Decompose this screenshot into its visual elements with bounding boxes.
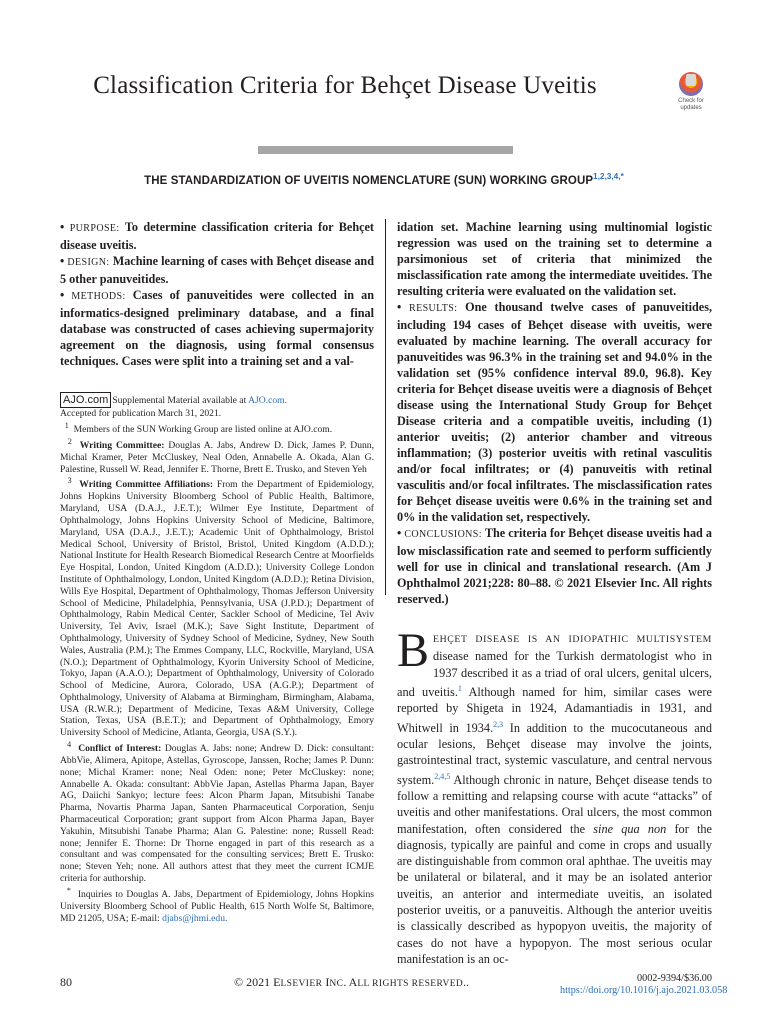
body-text-run-1: disease named for the Turkish dermatologist who in 1937 described it as a triad of oral ulcers, genital ulcers, and uveitis. [397, 649, 712, 699]
purpose-label: PURPOSE: [69, 223, 120, 234]
results-label: RESULTS: [409, 303, 458, 314]
footnote-2-mark: 2 [67, 436, 72, 446]
footnote-4-text: Douglas A. Jabs: none; Andrew D. Dick: consultant: AbbVie, Alimera, Apitope, Astellas, Gyroscope, Janssen, Roche; James P. Dunn: none; Michal Kramer: none; Neal Oden: none; Peter McCluskey: none; Annabelle A. Okada: consultant: AbbVie Japan, Astellas Pharma Japan, Bayer AG, Daiichi Sankyo; lecture fees: Alcon Pharm Japan, Mitsubishi Tanabe Pharma, Novartis Pharma Japan, Santen Pharmaceutical Corporation, Senju Pharmaceutical Corporation; grant support from Alcon Pharma Japan, Bayer Yakuhin, Mitsubishi Tanabe Pharma; Alan G. Palestine: none; Russell Read: none; Jennifer E. Thorne: Dr Thorne engaged in part of this research as a consultant and was compensated for the consulting services; Brett E. Trusko: none; Steven Yeh; none. All authors attest that they meet the current ICMJE criteria for authorship. [60, 743, 375, 885]
supplemental-text: Supplemental Material available at [112, 395, 247, 406]
footnote-1-text: Members of the SUN Working Group are listed online at AJO.com. [73, 423, 333, 435]
abstract-methods: • METHODS: Cases of panuveitides were collected in an informatics-designed preliminary database, and a final database was constructed of cases achieving supermajority agreement on the diagnosis, using formal consensus techniques. Cases were split into a training set and a val- [60, 288, 374, 368]
abstract-right-column [397, 219, 712, 607]
copyright-part-1: © 2021 E [234, 975, 281, 989]
footnotes [60, 392, 374, 924]
body-text-run-5: for the diagnosis, typically are painful and come in crops and usually are distinguishable from common oral aphthae. The uveitis may be unilateral or bilateral, and it may be an isolated anterior uveitis, an anterior and intermediate uveitis, an isolated posterior uveitis, or a panuveitis. Although the anterior uveitis is classically described as hypopyon uveitis, the majority of cases do not have a hypopyon. The most serious ocular manifestation is an oc- [397, 821, 712, 966]
body-text-run-4: Although chronic in nature, Behçet disease tends to follow a remitting and relapsing course with acute “attacks” of uveitis and other manifestations. Oral ulcers, the most common manifestation, often considered the [397, 772, 712, 836]
design-text: Machine learning of cases with Behçet disease and 5 other panuveitides. [60, 254, 374, 286]
methods-label: METHODS: [71, 291, 126, 302]
body-italic-phrase: sine qua non [593, 821, 667, 836]
footnote-4-label: Conflict of Interest: [78, 743, 162, 755]
author-group-name: THE STANDARDIZATION OF UVEITIS NOMENCLATURE (SUN) WORKING GROUP [144, 174, 594, 187]
body-text-run-2: Although named for him, similar cases were reported by Shigeta in 1924, Adamantiadis in 1931, and Whitwell in 1934. [397, 684, 712, 735]
conclusions-text: The criteria for Behçet disease uveitis had a low misclassification rate and seemed to perform sufficiently well for use in clinical and translational research. [397, 526, 712, 574]
crossmark-icon [679, 72, 703, 96]
footnote-2-label: Writing Committee: [79, 439, 165, 451]
conclusions-label: CONCLUSIONS: [404, 529, 482, 540]
footnote-5-text: Inquiries to Douglas A. Jabs, Department of Epidemiology, Johns Hopkins University Bloomberg School of Public Health, 615 North Wolfe St, Baltimore, MD 21205, USA; E-mail: [60, 889, 375, 924]
footnote-4 [60, 739, 374, 885]
citation-ref-1[interactable]: 1 [457, 683, 462, 693]
article-title: Classification Criteria for Behçet Disease Uveitis [93, 72, 597, 99]
footnote-3 [60, 475, 374, 739]
methods-text: Cases of panuveitides were collected in an informatics-designed preliminary database, and a final database was constructed of cases achieving supermajority agreement on the diagnosis, using formal consensus techniques. Cases were split into a training set and a val- [60, 288, 374, 368]
purpose-text: To determine classification criteria for Behçet disease uveitis. [60, 220, 374, 252]
copyright-part-6: LL RIGHTS RESERVED [357, 979, 464, 989]
supplemental-link[interactable]: AJO.com. [248, 395, 288, 406]
crossmark-line1: Check for [678, 98, 704, 104]
contact-email-link[interactable]: djabs@jhmi.edu. [162, 912, 228, 924]
footnote-4-mark: 4 [67, 740, 72, 750]
abstract-design: • DESIGN: Machine learning of cases with Behçet disease and 5 other panuveitides. [60, 254, 374, 286]
abstract-conclusions: • CONCLUSIONS: The criteria for Behçet disease uveitis had a low misclassification rate and seemed to perform sufficiently well for use in clinical and translational research. (Am J Ophthalmol 2021;228: 80–88. © 2021 Elsevier Inc. All rights reserved.) [397, 526, 713, 606]
issn-doi-block [560, 973, 728, 997]
results-text: One thousand twelve cases of panuveitides, including 194 cases of Behçet disease with uveitis, were evaluated by machine learning. The overall accuracy for panuveitides was 96.3% in the training set and 94.0% in the validation set (95% confidence interval 89.0, 96.8). Key criteria for Behçet disease uveitis were a diagnosis of Behçet disease using the International Study Group for Behçet Disease criteria and a compatible uveitis, including (1) anterior uveitis; (2) anterior chamber and vitreous inflammation; (3) posterior uveitis with retinal vasculitis and/or focal infiltrates; or (4) panuveitis with retinal vasculitis and/or focal infiltrates. The misclassification rates for Behçet disease uveitis were 0.6% in the training set and 0% in the validation set, respectively. [397, 300, 712, 524]
doi-link[interactable]: https://doi.org/10.1016/j.ajo.2021.03.058 [560, 985, 728, 996]
accepted-date: Accepted for publication March 31, 2021. [60, 408, 222, 419]
footnote-5 [60, 885, 374, 925]
check-for-updates-badge[interactable] [666, 72, 716, 112]
footnote-2 [60, 436, 374, 476]
title-rule [258, 146, 513, 154]
ajo-logo: AJO.com [60, 392, 111, 408]
body-text [397, 624, 713, 967]
footnote-1-mark: 1 [64, 420, 69, 430]
abstract-left-column [60, 219, 374, 369]
drop-cap: B [397, 624, 430, 677]
author-group-affiliations[interactable]: 1,2,3,4,* [593, 172, 624, 181]
footnote-3-label: Writing Committee Affiliations: [79, 479, 214, 491]
abstract-purpose: • PURPOSE: To determine classification criteria for Behçet disease uveitis. [60, 220, 374, 252]
supplemental-note [60, 392, 374, 408]
footnote-3-mark: 3 [67, 476, 72, 486]
crossmark-line2: updates [680, 105, 702, 111]
abstract-results: • RESULTS: One thousand twelve cases of panuveitides, including 194 cases of Behçet disease with uveitis, were evaluated by machine learning. The overall accuracy for panuveitides was 96.3% in the training set and 94.0% in the validation set (95% confidence interval 89.0, 96.8). Key criteria for Behçet disease uveitis were a diagnosis of Behçet disease using the International Study Group for Behçet Disease criteria and a compatible uveitis, including (1) anterior uveitis; (2) anterior chamber and vitreous inflammation; (3) posterior uveitis with retinal vasculitis and/or focal infiltrates; or (4) panuveitis with retinal vasculitis and/or focal infiltrates. The misclassification rates for Behçet disease uveitis were 0.6% in the training set and 0% in the validation set, respectively. [397, 300, 712, 524]
methods-text-continued: idation set. Machine learning using multinomial logistic regression was used on the training set to determine a parsimonious set of criteria that minimized the misclassification rate among the intermediate uveitides. The resulting criteria were evaluated on the validation set. [397, 220, 712, 298]
issn-price: 0002-9394/$36.00 [637, 973, 712, 984]
citation-ref-2[interactable]: 2,3 [493, 719, 504, 729]
footnote-5-mark: * [66, 885, 71, 895]
citation-text: (Am J Ophthalmol 2021;228: 80–88. © 2021 Elsevier Inc. All rights reserved.) [397, 560, 713, 606]
footnote-1 [60, 420, 374, 436]
column-divider [385, 219, 386, 595]
copyright-part-7: .. [463, 975, 470, 989]
citation-ref-3[interactable]: 2,4,5 [434, 771, 451, 781]
crossmark-caption [666, 98, 716, 112]
copyright-line [234, 975, 469, 990]
footnote-3-text: From the Department of Epidemiology, Johns Hopkins University Bloomberg School of Public Health, Baltimore, Maryland, USA (D.A.J., J.E.T.); Wilmer Eye Institute, Department of Ophthalmology, Johns Hopkins University School of Medicine, Baltimore, Maryland, USA (D.A.J., J.E.T.); Academic Unit of Ophthalmology, Bristol Medical School, University of Bristol, Bristol, United Kingdom (A.D.D.); National Institute for Health Research Biomedical Research Centre at Moorfields Eye Hospital, London, United Kingdom (A.D.D.); University College London Institute of Ophthalmology, London, United Kingdom (A.D.D.); Retina Division, Wills Eye Hospital, Department of Ophthalmology, Thomas Jefferson University School of Medicine, Philadelphia, Pennsylvania, USA (J.P.D.); Department of Ophthalmology, Rabin Medical Center, Sackler School of Medicine, Tel Aviv University, Tel Aviv, Israel (M.K.); Save Sight Institute, Department of Ophthalmology, University of Sydney School of Medicine, Sydney, New South Wales, Australia (P.M.); The Emmes Company, LLC, Rockville, Maryland, USA (N.O.); Department of Ophthalmology, Kyorin University School of Medicine, Tokyo, Japan (A.A.O.); Department of Ophthalmology, University of Colorado School of Medicine, Aurora, Colorado, USA (A.G.P.); Department of Ophthalmology, University of Alabama at Birmingham, Birmingham, Alabama, USA (R.W.R.); Department of Medicine, Texas A&M University, College Station, Texas, USA (B.E.T.); and Department of Ophthalmology, Emory University School of Medicine, Atlanta, Georgia, USA (S.Y.). [60, 479, 375, 739]
copyright-part-3: I [322, 975, 330, 989]
copyright-part-4: NC [329, 979, 344, 989]
copyright-part-5: . A [343, 975, 358, 989]
lead-smallcaps: EHÇET DISEASE IS AN IDIOPATHIC MULTISYSTEM [433, 634, 712, 645]
design-label: DESIGN: [67, 257, 110, 268]
author-group [100, 172, 668, 187]
page-number: 80 [60, 975, 72, 989]
copyright-part-2: LSEVIER [280, 979, 323, 989]
body-text-run-3: In addition to the mucocutaneous and ocular lesions, Behçet disease may involve the joints, gastrointestinal tract, systemic vasculature, and central nervous system. [397, 720, 713, 787]
footnote-2-text: Douglas A. Jabs, Andrew D. Dick, James P. Dunn, Michal Kramer, Peter McCluskey, Neal Oden, Annabelle A. Okada, Alan G. Palestine, Russell W. Read, Jennifer E. Thorne, Brett E. Trusko, and Steven Yeh [60, 439, 374, 475]
